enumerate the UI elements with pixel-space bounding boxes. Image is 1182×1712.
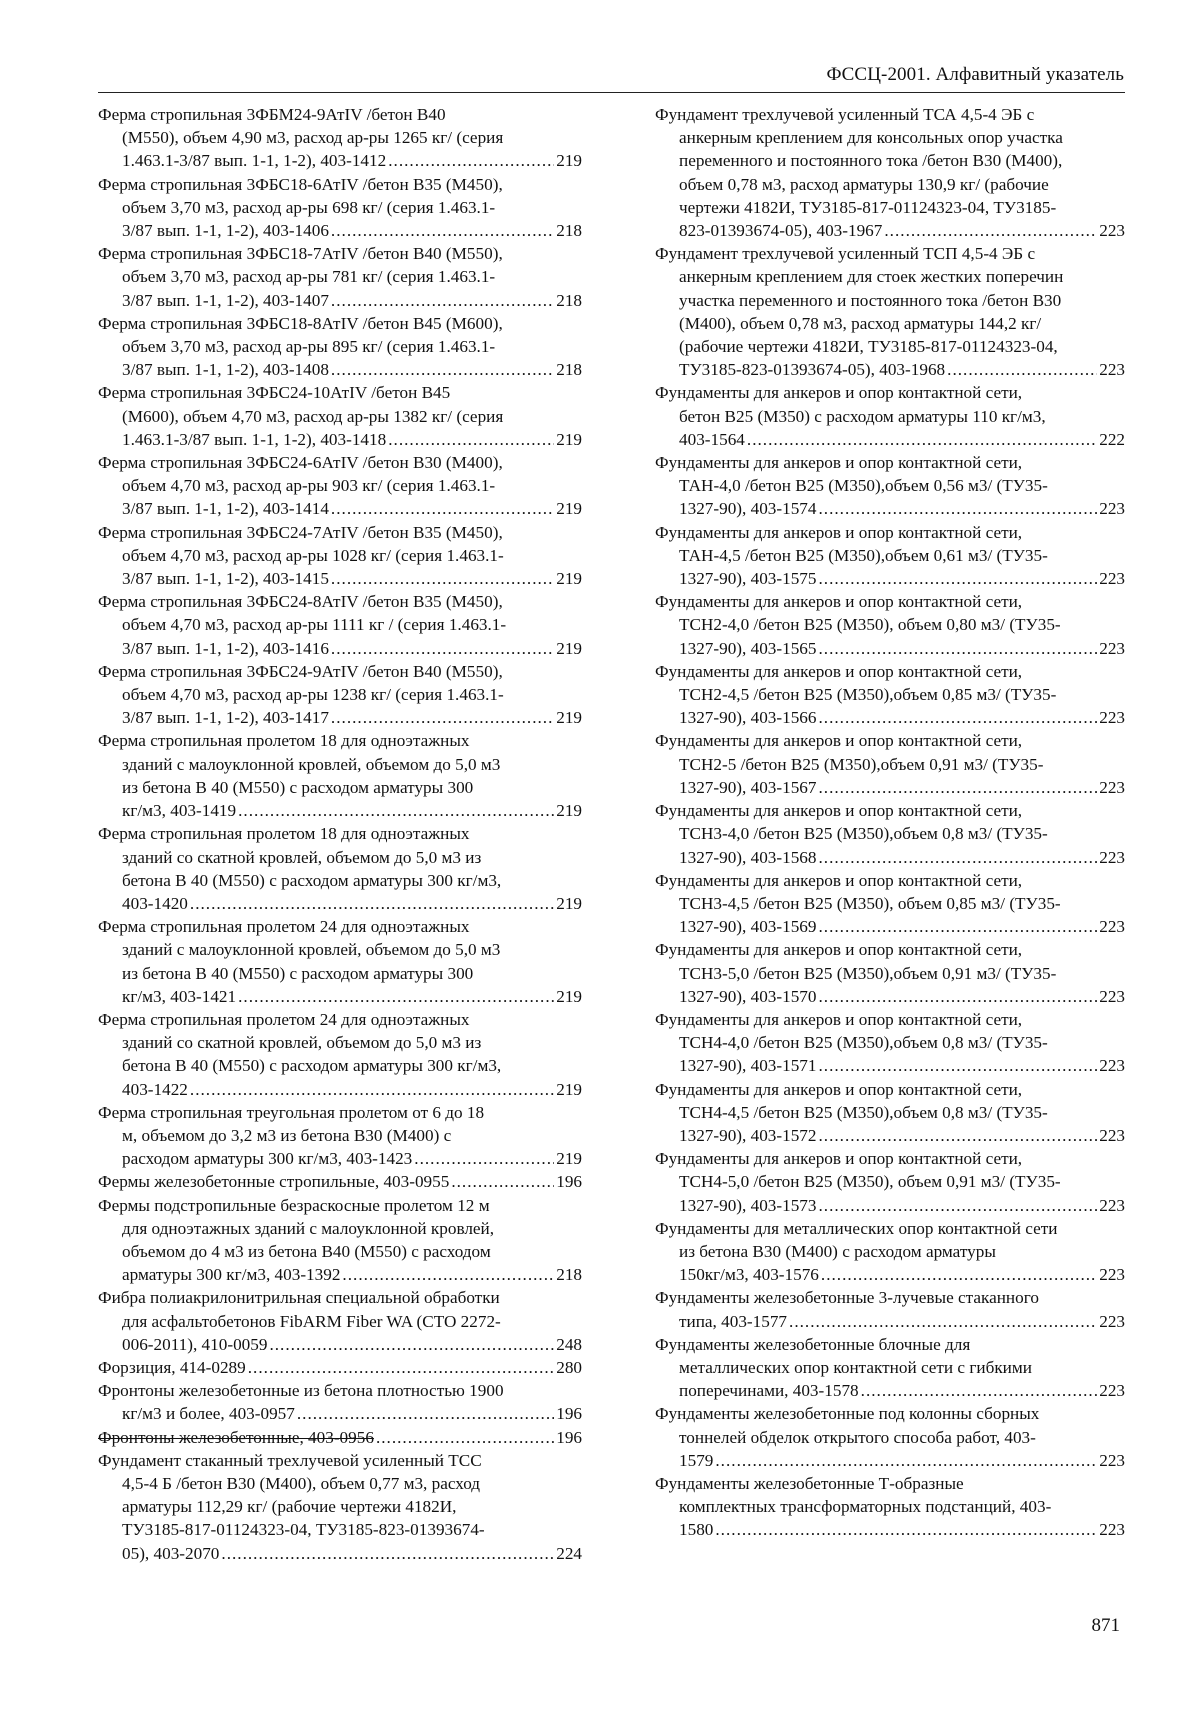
- dot-leader: [269, 1333, 554, 1356]
- entry-line: ТСН4-5,0 /бетон В25 (М350), объем 0,91 м3/ (ТУ35-: [679, 1172, 1061, 1192]
- dot-leader: [297, 1402, 554, 1425]
- entry-page-number: 219: [556, 151, 582, 171]
- entry-line: объемом до 4 м3 из бетона В40 (М550) с расходом: [122, 1241, 491, 1261]
- entry-page-number: 219: [556, 638, 582, 658]
- index-entry: [98, 1008, 582, 1101]
- index-entry: [655, 590, 1125, 660]
- entry-line: зданий с малоуклонной кровлей, объемом до 5,0 м3: [122, 940, 501, 960]
- dot-leader: [818, 846, 1097, 869]
- entry-page-number: 196: [556, 1427, 582, 1447]
- entry-line: объем 4,70 м3, расход ар-ры 903 кг/ (серия 1.463.1-: [122, 476, 496, 496]
- entry-line: ТАН-4,0 /бетон В25 (М350),объем 0,56 м3/ (ТУ35-: [679, 476, 1048, 496]
- entry-line: (М600), объем 4,70 м3, расход ар-ры 1382 кг/ (серия: [122, 406, 504, 426]
- entry-line: м, объемом до 3,2 м3 из бетона В30 (М400) с: [122, 1125, 452, 1145]
- entry-line: объем 4,70 м3, расход ар-ры 1028 кг/ (серия 1.463.1-: [122, 545, 504, 565]
- entry-line: Ферма стропильная пролетом 18 для одноэтажных: [98, 731, 470, 751]
- index-entry: [655, 938, 1125, 1008]
- entry-line: из бетона В 40 (М550) с расходом арматуры 300: [122, 777, 474, 797]
- dot-leader: [821, 1263, 1097, 1286]
- entry-page-number: 223: [1099, 777, 1125, 797]
- entry-last-line: [98, 1333, 582, 1356]
- dot-leader: [342, 1263, 554, 1286]
- entry-line: 150кг/м3, 403-1576: [679, 1265, 819, 1285]
- index-entry: [98, 451, 582, 521]
- entry-page-number: 223: [1099, 499, 1125, 519]
- entry-page-number: 218: [556, 290, 582, 310]
- entry-line: Ферма стропильная пролетом 24 для одноэтажных: [98, 917, 470, 937]
- index-entry: [655, 1333, 1125, 1403]
- entry-last-line: [98, 219, 582, 242]
- entry-line: Фундаменты для анкеров и опор контактной сети,: [655, 1079, 1023, 1099]
- index-entry: [98, 1426, 582, 1449]
- entry-line: из бетона В30 (М400) с расходом арматуры: [679, 1241, 996, 1261]
- dot-leader: [331, 497, 554, 520]
- entry-last-line: [655, 428, 1125, 451]
- index-entry: [98, 1101, 582, 1171]
- entry-page-number: 196: [556, 1404, 582, 1424]
- entry-line: Фундаменты для анкеров и опор контактной сети,: [655, 453, 1023, 473]
- entry-line: Фундаменты для анкеров и опор контактной сети,: [655, 731, 1023, 751]
- entry-line: 4,5-4 Б /бетон В30 (М400), объем 0,77 м3, расход: [122, 1473, 481, 1493]
- entry-line: (рабочие чертежи 4182И, ТУ3185-817-01124323-04,: [679, 337, 1058, 357]
- entry-page-number: 223: [1099, 1450, 1125, 1470]
- entry-last-line: [98, 1170, 582, 1193]
- entry-line: Ферма стропильная 3ФБМ24-9АтIV /бетон В40: [98, 105, 446, 124]
- entry-line: для асфальтобетонов FibARM Fiber WA (СТО 2272-: [122, 1311, 501, 1331]
- entry-last-line: [98, 428, 582, 451]
- entry-last-line: [98, 1147, 582, 1170]
- entry-line: Фундаменты для анкеров и опор контактной сети,: [655, 1009, 1023, 1029]
- entry-line: чертежи 4182И, ТУ3185-817-01124323-04, ТУ3185-: [679, 197, 1057, 217]
- index-column-left: [98, 103, 582, 1565]
- dot-leader: [414, 1147, 554, 1170]
- entry-line: расходом арматуры 300 кг/м3, 403-1423: [122, 1149, 413, 1169]
- index-entry: [98, 1379, 582, 1425]
- index-entry: [655, 521, 1125, 591]
- entry-line: 3/87 вып. 1-1, 1-2), 403-1414: [122, 499, 329, 519]
- entry-line: 3/87 вып. 1-1, 1-2), 403-1407: [122, 290, 329, 310]
- entry-last-line: [655, 1310, 1125, 1333]
- index-entry: [98, 521, 582, 591]
- entry-line: металлических опор контактной сети с гибкими: [679, 1357, 1032, 1377]
- entry-page-number: 219: [556, 499, 582, 519]
- entry-line: ТСН3-5,0 /бетон В25 (М350),объем 0,91 м3/ (ТУ35-: [679, 963, 1057, 983]
- entry-line: ТАН-4,5 /бетон В25 (М350),объем 0,61 м3/ (ТУ35-: [679, 545, 1048, 565]
- entry-page-number: 223: [1099, 1265, 1125, 1285]
- entry-line: объем 4,70 м3, расход ар-ры 1238 кг/ (серия 1.463.1-: [122, 685, 504, 705]
- entry-line: Ферма стропильная 3ФБС24-7АтIV /бетон В35 (М450),: [98, 522, 503, 542]
- entry-line: 1327-90), 403-1575: [679, 569, 817, 589]
- entry-line: Фермы подстропильные безраскосные пролетом 12 м: [98, 1195, 490, 1215]
- dot-leader: [818, 915, 1097, 938]
- entry-page-number: 280: [556, 1357, 582, 1377]
- entry-line: Фундаменты железобетонные Т-образные: [655, 1473, 964, 1493]
- dot-leader: [451, 1170, 554, 1193]
- entry-last-line: [98, 497, 582, 520]
- index-entry: [98, 1356, 582, 1379]
- entry-page-number: 223: [1099, 221, 1125, 241]
- entry-page-number: 222: [1099, 429, 1125, 449]
- entry-line: 3/87 вып. 1-1, 1-2), 403-1417: [122, 708, 329, 728]
- entry-line: 1327-90), 403-1569: [679, 917, 817, 937]
- entry-line: Фундамент стаканный трехлучевой усиленный ТСС: [98, 1450, 482, 1470]
- entry-last-line: [98, 149, 582, 172]
- entry-last-line: [98, 706, 582, 729]
- entry-line: Ферма стропильная пролетом 18 для одноэтажных: [98, 824, 470, 844]
- entry-line: участка переменного и постоянного тока /бетон В30: [679, 290, 1062, 310]
- index-entry: [98, 729, 582, 822]
- dot-leader: [818, 1054, 1097, 1077]
- dot-leader: [331, 219, 554, 242]
- entry-line: объем 3,70 м3, расход ар-ры 895 кг/ (серия 1.463.1-: [122, 337, 496, 357]
- dot-leader: [818, 497, 1097, 520]
- entry-line: тоннелей обделок открытого способа работ, 403-: [679, 1427, 1036, 1447]
- entry-line: Фронтоны железобетонные из бетона плотностью 1900: [98, 1381, 504, 1401]
- dot-leader: [789, 1310, 1097, 1333]
- index-entry: [98, 1286, 582, 1356]
- entry-last-line: [98, 1356, 582, 1379]
- entry-last-line: [655, 637, 1125, 660]
- index-entry: [98, 1194, 582, 1287]
- entry-line: объем 4,70 м3, расход ар-ры 1111 кг / (серия 1.463.1-: [122, 615, 507, 635]
- entry-line: 1327-90), 403-1567: [679, 777, 817, 797]
- entry-line: ТСН4-4,5 /бетон В25 (М350),объем 0,8 м3/ (ТУ35-: [679, 1102, 1048, 1122]
- entry-line: 403-1422: [122, 1079, 188, 1099]
- entry-line: ТСН2-5 /бетон В25 (М350),объем 0,91 м3/ (ТУ35-: [679, 754, 1044, 774]
- entry-line: 1327-90), 403-1566: [679, 708, 817, 728]
- entry-last-line: [98, 358, 582, 381]
- entry-page-number: 223: [1099, 569, 1125, 589]
- entry-last-line: [655, 1124, 1125, 1147]
- entry-last-line: [655, 358, 1125, 381]
- dot-leader: [331, 358, 554, 381]
- entry-page-number: 219: [556, 708, 582, 728]
- dot-leader: [331, 567, 554, 590]
- index-entry: [98, 242, 582, 312]
- index-entry: [98, 660, 582, 730]
- dot-leader: [388, 428, 554, 451]
- dot-leader: [190, 892, 554, 915]
- entry-line: Ферма стропильная 3ФБС24-10АтIV /бетон В45: [98, 383, 451, 403]
- entry-line: Фундаменты для анкеров и опор контактной сети,: [655, 522, 1023, 542]
- entry-line: 1327-90), 403-1565: [679, 638, 817, 658]
- dot-leader: [388, 149, 554, 172]
- dot-leader: [818, 985, 1097, 1008]
- entry-page-number: 223: [1099, 1195, 1125, 1215]
- dot-leader: [884, 219, 1097, 242]
- entry-line: 1327-90), 403-1568: [679, 847, 817, 867]
- dot-leader: [190, 1078, 554, 1101]
- index-entry: [655, 869, 1125, 939]
- entry-last-line: [655, 1054, 1125, 1077]
- entry-line: ТУ3185-823-01393674-05), 403-1968: [679, 360, 946, 380]
- entry-line: Фундаменты для металлических опор контактной сети: [655, 1218, 1058, 1238]
- entry-last-line: [655, 1194, 1125, 1217]
- entry-line: арматуры 112,29 кг/ (рабочие чертежи 4182И,: [122, 1497, 457, 1517]
- entry-page-number: 223: [1099, 1311, 1125, 1331]
- entry-line: переменного и постоянного тока /бетон В30 (М400),: [679, 151, 1063, 171]
- entry-last-line: [98, 637, 582, 660]
- entry-line: комплектных трансформаторных подстанций, 403-: [679, 1497, 1052, 1517]
- dot-leader: [331, 706, 554, 729]
- entry-page-number: 223: [1099, 986, 1125, 1006]
- entry-line: Ферма стропильная 3ФБС24-9АтIV /бетон В40 (М550),: [98, 661, 503, 681]
- dot-leader: [818, 1124, 1097, 1147]
- entry-page-number: 248: [556, 1334, 582, 1354]
- entry-page-number: 218: [556, 221, 582, 241]
- index-entry: [655, 103, 1125, 242]
- entry-line: Ферма стропильная 3ФБС18-7АтIV /бетон В40 (М550),: [98, 244, 503, 264]
- dot-leader: [331, 637, 554, 660]
- entry-line: ТУ3185-817-01124323-04, ТУ3185-823-01393674-: [122, 1520, 485, 1540]
- entry-last-line: [98, 289, 582, 312]
- index-entry: [655, 451, 1125, 521]
- entry-last-line: [98, 892, 582, 915]
- entry-page-number: 219: [556, 1079, 582, 1099]
- entry-line: Фундаменты железобетонные блочные для: [655, 1334, 971, 1354]
- entry-page-number: 223: [1099, 1381, 1125, 1401]
- entry-last-line: [655, 706, 1125, 729]
- index-column-right: [655, 103, 1125, 1542]
- dot-leader: [947, 358, 1097, 381]
- entry-line: ТСН3-4,5 /бетон В25 (М350), объем 0,85 м3/ (ТУ35-: [679, 893, 1061, 913]
- dot-leader: [818, 706, 1097, 729]
- entry-page-number: 196: [556, 1172, 582, 1192]
- entry-page-number: 223: [1099, 708, 1125, 728]
- entry-line: 1580: [679, 1520, 714, 1540]
- entry-line: Фундаменты для анкеров и опор контактной сети,: [655, 592, 1023, 612]
- entry-line: кг/м3, 403-1421: [122, 986, 237, 1006]
- entry-page-number: 223: [1099, 1520, 1125, 1540]
- dot-leader: [238, 985, 554, 1008]
- entry-line: 1327-90), 403-1572: [679, 1125, 817, 1145]
- entry-line: Ферма стропильная 3ФБС18-6АтIV /бетон В35 (М450),: [98, 174, 503, 194]
- entry-page-number: 223: [1099, 847, 1125, 867]
- entry-line: Фундаменты для анкеров и опор контактной сети,: [655, 661, 1023, 681]
- index-entry: [98, 173, 582, 243]
- entry-line: Фундаменты для анкеров и опор контактной сети,: [655, 1149, 1023, 1169]
- entry-page-number: 223: [1099, 917, 1125, 937]
- entry-line: поперечинами, 403-1578: [679, 1381, 859, 1401]
- entry-page-number: 219: [556, 986, 582, 1006]
- entry-line: Ферма стропильная 3ФБС24-6АтIV /бетон В30 (М400),: [98, 453, 503, 473]
- entry-last-line: [655, 1449, 1125, 1472]
- entry-line: 403-1420: [122, 893, 188, 913]
- entry-line: Фундаменты для анкеров и опор контактной сети,: [655, 383, 1023, 403]
- entry-line: 3/87 вып. 1-1, 1-2), 403-1406: [122, 221, 329, 241]
- entry-last-line: [655, 985, 1125, 1008]
- entry-line: кг/м3 и более, 403-0957: [122, 1404, 295, 1424]
- index-entry: [98, 822, 582, 915]
- entry-line: 1.463.1-3/87 вып. 1-1, 1-2), 403-1418: [122, 429, 387, 449]
- dot-leader: [248, 1356, 554, 1379]
- index-entry: [655, 1008, 1125, 1078]
- entry-line: анкерным креплением для консольных опор участка: [679, 128, 1063, 148]
- index-entry: [98, 915, 582, 1008]
- index-entry: [655, 1078, 1125, 1148]
- dot-leader: [221, 1542, 554, 1565]
- index-entry: [655, 1402, 1125, 1472]
- page-header-title: ФССЦ-2001. Алфавитный указатель: [826, 64, 1124, 85]
- entry-line: 006-2011), 410-0059: [122, 1334, 268, 1354]
- entry-page-number: 218: [556, 360, 582, 380]
- entry-page-number: 223: [1099, 360, 1125, 380]
- entry-line: зданий со скатной кровлей, объемом до 5,0 м3 из: [122, 1033, 482, 1053]
- entry-last-line: [655, 915, 1125, 938]
- entry-page-number: 223: [1099, 1056, 1125, 1076]
- entry-last-line: [98, 1078, 582, 1101]
- index-entry: [655, 1472, 1125, 1542]
- entry-line: Фундамент трехлучевой усиленный ТСА 4,5-4 ЭБ с: [655, 105, 1035, 124]
- entry-last-line: [655, 776, 1125, 799]
- index-entry: [98, 590, 582, 660]
- index-entry: [98, 312, 582, 382]
- entry-last-line: [98, 1542, 582, 1565]
- index-entry: [98, 1449, 582, 1565]
- dot-leader: [747, 428, 1097, 451]
- dot-leader: [238, 799, 554, 822]
- entry-line: 1327-90), 403-1570: [679, 986, 817, 1006]
- entry-last-line: [655, 497, 1125, 520]
- entry-last-line: [98, 567, 582, 590]
- entry-line: 05), 403-2070: [122, 1543, 220, 1563]
- dot-leader: [818, 637, 1097, 660]
- entry-line: 1327-90), 403-1573: [679, 1195, 817, 1215]
- dot-leader: [715, 1518, 1097, 1541]
- page-number: 871: [1091, 1615, 1120, 1636]
- entry-page-number: 219: [556, 569, 582, 589]
- entry-line: Фермы железобетонные стропильные, 403-0955: [98, 1172, 450, 1192]
- index-entry: [655, 242, 1125, 381]
- entry-line: 1327-90), 403-1571: [679, 1056, 817, 1076]
- entry-line: Ферма стропильная 3ФБС18-8АтIV /бетон В45 (М600),: [98, 313, 503, 333]
- dot-leader: [818, 776, 1097, 799]
- index-entry: [98, 1170, 582, 1193]
- entry-line: Фундамент трехлучевой усиленный ТСП 4,5-4 ЭБ с: [655, 244, 1036, 264]
- dot-leader: [818, 567, 1097, 590]
- entry-line: типа, 403-1577: [679, 1311, 788, 1331]
- entry-last-line: [655, 1263, 1125, 1286]
- index-entry: [98, 103, 582, 173]
- index-entry: [655, 799, 1125, 869]
- entry-last-line: [655, 567, 1125, 590]
- entry-line: ТСН2-4,5 /бетон В25 (М350),объем 0,85 м3/ (ТУ35-: [679, 685, 1057, 705]
- entry-line: объем 3,70 м3, расход ар-ры 781 кг/ (серия 1.463.1-: [122, 267, 496, 287]
- header-divider: [98, 92, 1125, 93]
- entry-line: ТСН2-4,0 /бетон В25 (М350), объем 0,80 м3/ (ТУ35-: [679, 615, 1061, 635]
- entry-line: 3/87 вып. 1-1, 1-2), 403-1416: [122, 638, 329, 658]
- entry-line: бетона В 40 (М550) с расходом арматуры 300 кг/м3,: [122, 870, 502, 890]
- entry-line: бетон В25 (М350) с расходом арматуры 110 кг/м3,: [679, 406, 1046, 426]
- entry-line: Ферма стропильная 3ФБС24-8АтIV /бетон В35 (М450),: [98, 592, 503, 612]
- entry-page-number: 219: [556, 1149, 582, 1169]
- entry-line: 1579: [679, 1450, 714, 1470]
- entry-page-number: 219: [556, 429, 582, 449]
- index-entry: [655, 1217, 1125, 1287]
- entry-line: Фундаменты железобетонные под колонны сборных: [655, 1404, 1040, 1424]
- entry-line: 1.463.1-3/87 вып. 1-1, 1-2), 403-1412: [122, 151, 387, 171]
- entry-line: анкерным креплением для стоек жестких поперечин: [679, 267, 1064, 287]
- entry-line: Фронтоны железобетонные, 403-0956: [98, 1427, 374, 1447]
- entry-line: для одноэтажных зданий с малоуклонной кровлей,: [122, 1218, 495, 1238]
- entry-line: 403-1564: [679, 429, 745, 449]
- entry-last-line: [655, 1379, 1125, 1402]
- entry-page-number: 219: [556, 801, 582, 821]
- entry-line: ТСН3-4,0 /бетон В25 (М350),объем 0,8 м3/ (ТУ35-: [679, 824, 1048, 844]
- entry-line: из бетона В 40 (М550) с расходом арматуры 300: [122, 963, 474, 983]
- entry-line: объем 0,78 м3, расход арматуры 130,9 кг/ (рабочие: [679, 174, 1049, 194]
- entry-line: ТСН4-4,0 /бетон В25 (М350),объем 0,8 м3/ (ТУ35-: [679, 1033, 1048, 1053]
- entry-line: арматуры 300 кг/м3, 403-1392: [122, 1265, 341, 1285]
- index-entry: [98, 381, 582, 451]
- entry-last-line: [98, 799, 582, 822]
- entry-line: Форзиция, 414-0289: [98, 1357, 246, 1377]
- entry-page-number: 219: [556, 893, 582, 913]
- index-entry: [655, 381, 1125, 451]
- entry-line: бетона В 40 (М550) с расходом арматуры 300 кг/м3,: [122, 1056, 502, 1076]
- entry-last-line: [98, 1263, 582, 1286]
- entry-line: объем 3,70 м3, расход ар-ры 698 кг/ (серия 1.463.1-: [122, 197, 496, 217]
- entry-line: 3/87 вып. 1-1, 1-2), 403-1415: [122, 569, 329, 589]
- dot-leader: [861, 1379, 1098, 1402]
- entry-line: 1327-90), 403-1574: [679, 499, 817, 519]
- entry-last-line: [655, 219, 1125, 242]
- index-entry: [655, 1286, 1125, 1332]
- entry-line: зданий с малоуклонной кровлей, объемом до 5,0 м3: [122, 754, 501, 774]
- entry-line: Фибра полиакрилонитрильная специальной обработки: [98, 1288, 500, 1308]
- entry-line: зданий со скатной кровлей, объемом до 5,0 м3 из: [122, 847, 482, 867]
- entry-last-line: [98, 1426, 582, 1449]
- entry-line: 3/87 вып. 1-1, 1-2), 403-1408: [122, 360, 329, 380]
- index-entry: [655, 729, 1125, 799]
- dot-leader: [331, 289, 554, 312]
- entry-page-number: 224: [556, 1543, 582, 1563]
- index-entry: [655, 660, 1125, 730]
- entry-page-number: 223: [1099, 638, 1125, 658]
- entry-page-number: 218: [556, 1265, 582, 1285]
- entry-last-line: [655, 1518, 1125, 1541]
- entry-line: Фундаменты для анкеров и опор контактной сети,: [655, 801, 1023, 821]
- dot-leader: [818, 1194, 1097, 1217]
- dot-leader: [376, 1426, 554, 1449]
- entry-line: (М400), объем 0,78 м3, расход арматуры 144,2 кг/: [679, 313, 1042, 333]
- entry-page-number: 223: [1099, 1125, 1125, 1145]
- entry-line: кг/м3, 403-1419: [122, 801, 237, 821]
- entry-line: 823-01393674-05), 403-1967: [679, 221, 883, 241]
- entry-last-line: [98, 985, 582, 1008]
- entry-line: Фундаменты для анкеров и опор контактной сети,: [655, 870, 1023, 890]
- entry-line: Ферма стропильная треугольная пролетом от 6 до 18: [98, 1102, 485, 1122]
- entry-line: Фундаменты железобетонные 3-лучевые стаканного: [655, 1288, 1039, 1308]
- entry-line: Фундаменты для анкеров и опор контактной сети,: [655, 940, 1023, 960]
- entry-last-line: [655, 846, 1125, 869]
- index-entry: [655, 1147, 1125, 1217]
- entry-line: Ферма стропильная пролетом 24 для одноэтажных: [98, 1009, 470, 1029]
- dot-leader: [715, 1449, 1097, 1472]
- entry-last-line: [98, 1402, 582, 1425]
- entry-line: (М550), объем 4,90 м3, расход ар-ры 1265 кг/ (серия: [122, 128, 504, 148]
